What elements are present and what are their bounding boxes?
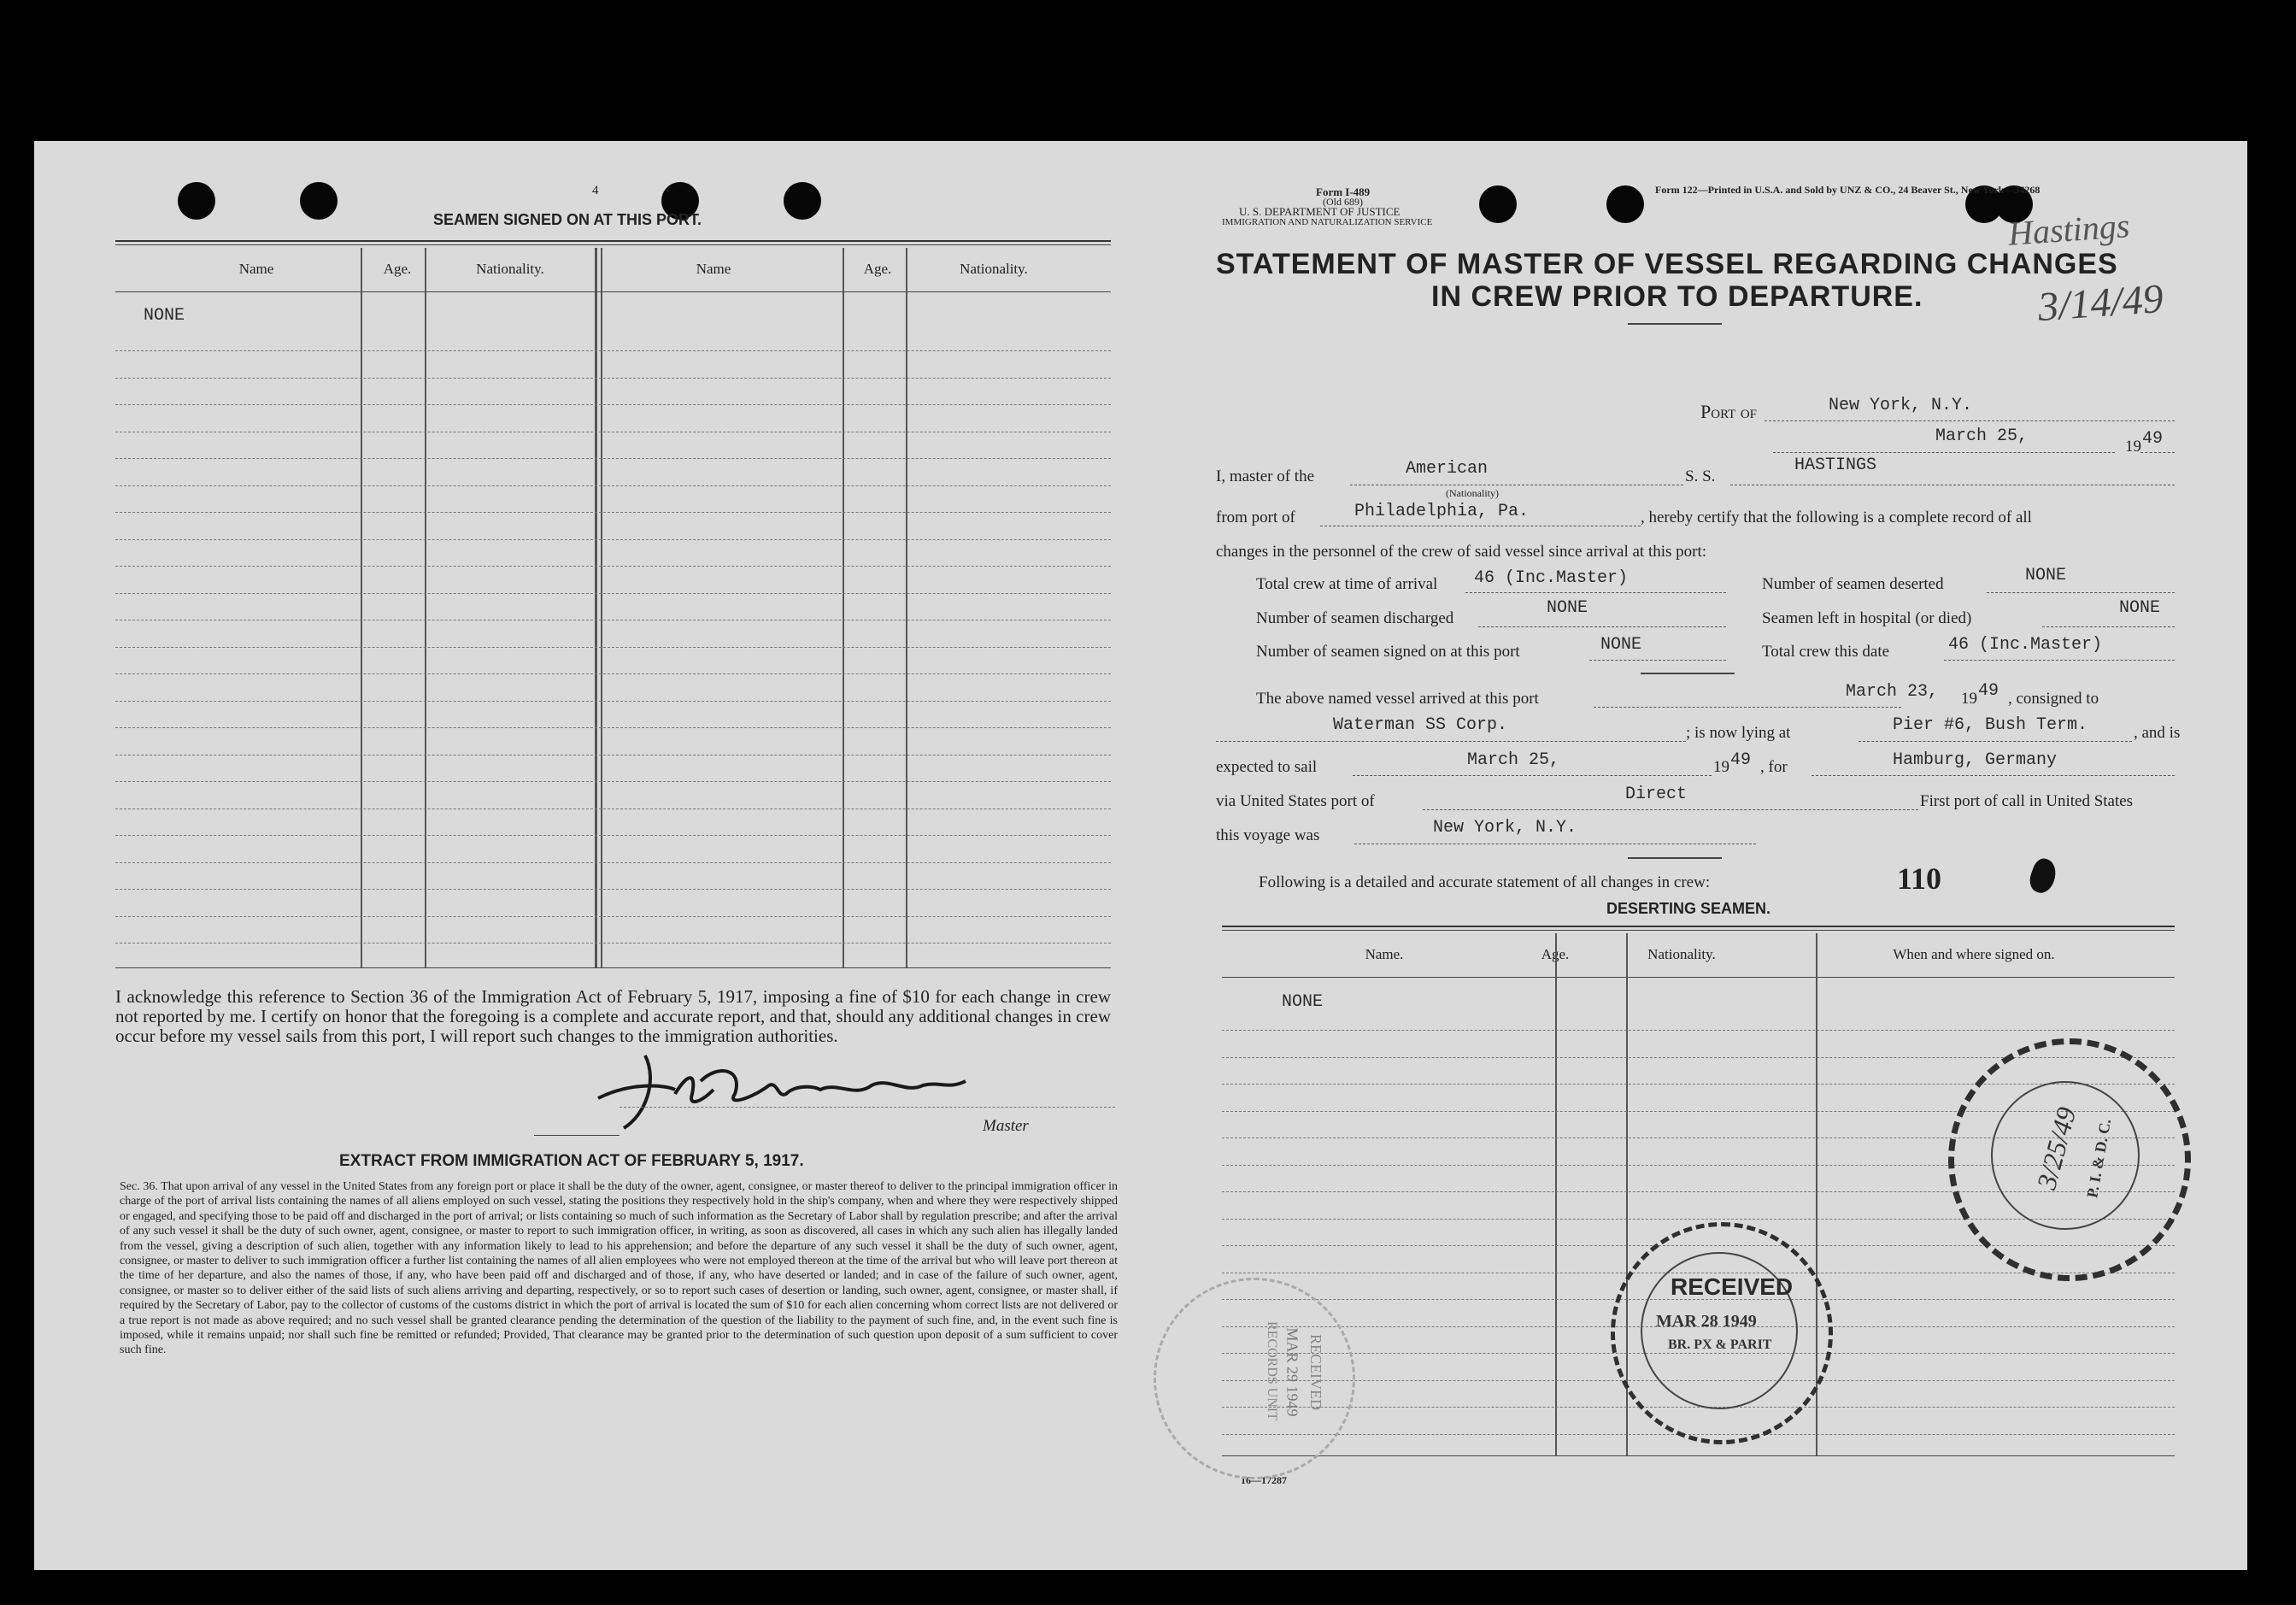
from-port-label: from port of [1216,509,1295,526]
table-rule [115,404,1111,405]
table-rule [115,835,1111,836]
lying-label: ; is now lying at [1686,724,1791,742]
extract-text: Sec. 36. That upon arrival of any vessel in the United States from any foreign port or place it shall be the duty of the owner, agent, consignee, or master thereof to deliver to the principal immigration officer in charge of the port of arrival lists containing the names of all aliens employed on such vessel, stating the positions they respectively hold in the ship's company, when and where they were respectively shipped or engaged, and specifying those to be paid off and discharged in the port of arrival; or lists containing so much of such information as the Secretary of Labor shall by regulation prescribe; and after the arrival of any such vessel it shall be the duty of such owner, agent, consignee, or master to report to such immigration officer, in writing, as soon as discovered, all cases in which any such alien has illegally landed from the vessel, giving a description of such alien, together with any information likely to lead to his apprehension; and before the departure of any such vessel it shall be the duty of such owner, agent, consignee, or master to deliver to such immigration officer a further list containing the names of all alien employees who were not employed thereon at the time of the arrival but who will leave port thereon at the time of her departure, and also the names of those, if any, who have been paid off and discharged and of those, if any, who have deserted or landed; and in case of the failure of such owner, agent, consignee, or master so to deliver either of the said lists of such aliens arriving and departing, respectively, or so to report such cases of desertion or landing, such owner, agent, consignee, or master shall, if required by the Secretary of Labor, pay to the collector of customs of the customs district in which the port of arrival is located the sum of $10 for each alien concerning whom correct lists are not delivered or a true report is not made as above required; and no such vessel shall be granted clearance pending the determination of the question of the liability to the payment of such fine, and, in the event such fine is imposed, while it remains unpaid; nor shall such fine be remitted or refunded; Provided, That clearance may be granted prior to the determination of such question upon deposit of a sum sufficient to cover such fine. [120,1180,1118,1357]
rule [1222,1455,2175,1456]
signed-on-label: Number of seamen signed on at this port [1256,643,1520,661]
records-unit-label: RECEIVED [1307,1334,1324,1410]
deserted-label: Number of seamen deserted [1762,575,1944,593]
pi-dc-stamp-sub: P. I. & D. C. [2083,1117,2115,1200]
table-rule [115,512,1111,513]
certify-text: , hereby certify that the following is a complete record of all [1641,509,2032,526]
col-header-name: Name [696,261,731,277]
hospital-label: Seamen left in hospital (or died) [1762,609,1972,627]
punch-hole [300,182,338,220]
col-header-age: Age. [863,261,892,277]
table-rule [115,727,1111,728]
year-field [2140,433,2175,453]
extract-title: EXTRACT FROM IMMIGRATION ACT OF FEBRUARY 5, 1917. [339,1152,804,1170]
nationality-value: American [1406,459,1489,479]
rule [115,240,1111,242]
table-rule [115,378,1111,379]
received-stamp-sub: BR. PX & PARIT [1668,1338,1772,1352]
form-number: Form I-489 [1316,185,1371,198]
service: IMMIGRATION AND NATURALIZATION SERVICE [1222,217,1433,227]
col-header-nationality: Nationality. [476,261,544,277]
table-rule [115,350,1111,351]
received-stamp-date: MAR 28 1949 [1656,1312,1757,1331]
table-rule [115,862,1111,863]
via-label: via United States port of [1216,792,1375,810]
handwritten-number: 110 [1897,861,1942,896]
for-label: , for [1760,758,1788,776]
destination-value: Hamburg, Germany [1893,750,2058,770]
desert-col-name: Name. [1365,946,1404,962]
ink-blot [2026,855,2060,896]
desert-col-nationality: Nationality. [1647,946,1716,962]
nationality-field [1350,466,1683,485]
year-prefix: 19 [2125,438,2141,456]
nationality-caption: (Nationality) [1446,487,1499,499]
ss-value: HASTINGS [1794,456,1877,475]
table-rule [115,539,1111,540]
total-crew-arrival-value: 46 (Inc.Master) [1474,568,1629,588]
table-rule [115,566,1111,567]
column-divider [595,248,597,967]
expected-label: expected to sail [1216,758,1318,776]
rule [1222,926,2175,927]
left-page-title: SEAMEN SIGNED ON AT THIS PORT. [433,211,702,228]
punch-hole [1479,185,1517,223]
table-rule [115,943,1111,944]
handwritten-vessel-name: Hastings [2006,206,2131,253]
sail-year-prefix: 19 [1713,758,1729,776]
arrived-year-prefix: 19 [1961,690,1977,708]
master-signature [564,1047,1008,1141]
signature-role: Master [983,1117,1029,1135]
arrived-label: The above named vessel arrived at this port [1256,690,1539,708]
master-of-label: I, master of the [1216,467,1315,485]
deserted-value: NONE [2025,566,2067,585]
first-port-label: First port of call in United States [1920,792,2134,810]
total-crew-date-value: 46 (Inc.Master) [1948,635,2103,655]
punch-hole [784,182,821,220]
punch-hole [178,182,215,220]
section-underline [1641,673,1735,674]
rule [1222,930,2175,931]
form-title-line2: IN CREW PRIOR TO DEPARTURE. [1431,280,1923,313]
punch-hole [1606,185,1644,223]
column-divider [843,248,844,967]
table-rule [115,701,1111,702]
sail-year: 49 [1730,750,1752,770]
port-label: Port of [1700,401,1758,422]
this-voyage-label: this voyage was [1216,826,1320,844]
pi-dc-stamp-date: 3/25/49 [2030,1103,2082,1193]
discharged-field [1478,608,1726,627]
table-rule [115,808,1111,809]
statement-label: Following is a detailed and accurate statement of all changes in crew: [1259,873,1711,891]
table-rule [115,673,1111,674]
total-crew-date-label: Total crew this date [1762,643,1890,661]
title-underline [1628,323,1722,325]
column-divider [361,248,362,967]
rule [115,967,1111,968]
discharged-value: NONE [1547,598,1588,618]
col-header-nationality: Nationality. [960,261,1028,277]
table-rule [115,916,1111,917]
year-value: 49 [2142,429,2164,449]
deserting-title: DESERTING SEAMEN. [1606,900,1771,917]
sail-date: March 25, [1467,750,1560,770]
arrived-year: 49 [1978,681,1999,701]
seamen-signed-entry: NONE [144,306,185,326]
hospital-value: NONE [2119,598,2161,618]
arrived-date: March 23, [1846,682,1939,702]
desert-col-age: Age. [1541,946,1570,962]
table-rule [115,647,1111,648]
consigned-label: , consigned to [2008,690,2099,708]
column-divider [601,248,602,967]
rule [1222,977,2175,978]
table-rule [115,781,1111,782]
via-value: Direct [1625,785,1688,804]
form-old-number: (Old 689) [1323,196,1363,208]
rule [115,244,1111,245]
table-rule [115,889,1111,890]
col-header-age: Age. [383,261,412,277]
and-is-label: , and is [2134,724,2181,742]
signed-on-value: NONE [1600,635,1642,655]
section-underline [1628,857,1722,859]
changes-text: changes in the personnel of the crew of said vessel since arrival at this port: [1216,543,1707,561]
table-rule [1222,1030,2175,1031]
from-port-value: Philadelphia, Pa. [1354,502,1530,521]
desert-col-signed: When and where signed on. [1893,946,2055,962]
footer-code: 16—17287 [1241,1474,1287,1486]
date-value: March 25, [1935,426,2029,446]
acknowledgment-text: I acknowledge this reference to Section 36 of the Immigration Act of February 5, 1917, imposing a fine of $10 for each change in crew not reported by me. I certify on honor that the foregoing is a complete and accurate report, and that, should any additional changes in crew occur before my vessel sails from this port, I will report such changes to the immigration authorities. [115,986,1111,1046]
column-divider [425,248,426,967]
deserting-entry: NONE [1282,992,1324,1012]
records-unit-stamp [1154,1278,1355,1479]
department: U. S. DEPARTMENT OF JUSTICE [1239,205,1401,218]
discharged-label: Number of seamen discharged [1256,609,1454,627]
signature-underline [534,1135,620,1136]
first-port-value: New York, N.Y. [1433,818,1577,838]
col-header-name: Name [238,261,274,277]
handwritten-date: 3/14/49 [2036,275,2165,331]
table-rule [115,458,1111,459]
port-value: New York, N.Y. [1829,396,1973,415]
lying-value: Pier #6, Bush Term. [1893,715,2088,735]
form-title-line1: STATEMENT OF MASTER OF VESSEL REGARDING CHANGES [1216,248,2118,280]
deserted-field [1987,573,2175,593]
column-divider [1555,933,1557,1456]
printer-line: Form 122—Printed in U.S.A. and Sold by UNZ & CO., 24 Beaver St., New York—34268 [1655,184,2041,196]
records-unit-date: MAR 29 1949 [1283,1327,1301,1417]
total-crew-arrival-label: Total crew at time of arrival [1256,575,1438,593]
table-rule [115,485,1111,486]
ss-label: S. S. [1685,467,1716,485]
table-rule [115,593,1111,594]
signature-line [620,1107,1115,1108]
column-divider [906,248,907,967]
consignee-value: Waterman SS Corp. [1333,715,1508,735]
document-sheet [34,141,2247,1570]
records-unit-text: RECORDS UNIT [1265,1320,1280,1421]
page-number: 4 [592,184,599,197]
rule [115,291,1111,292]
received-stamp-label: RECEIVED [1671,1273,1794,1300]
